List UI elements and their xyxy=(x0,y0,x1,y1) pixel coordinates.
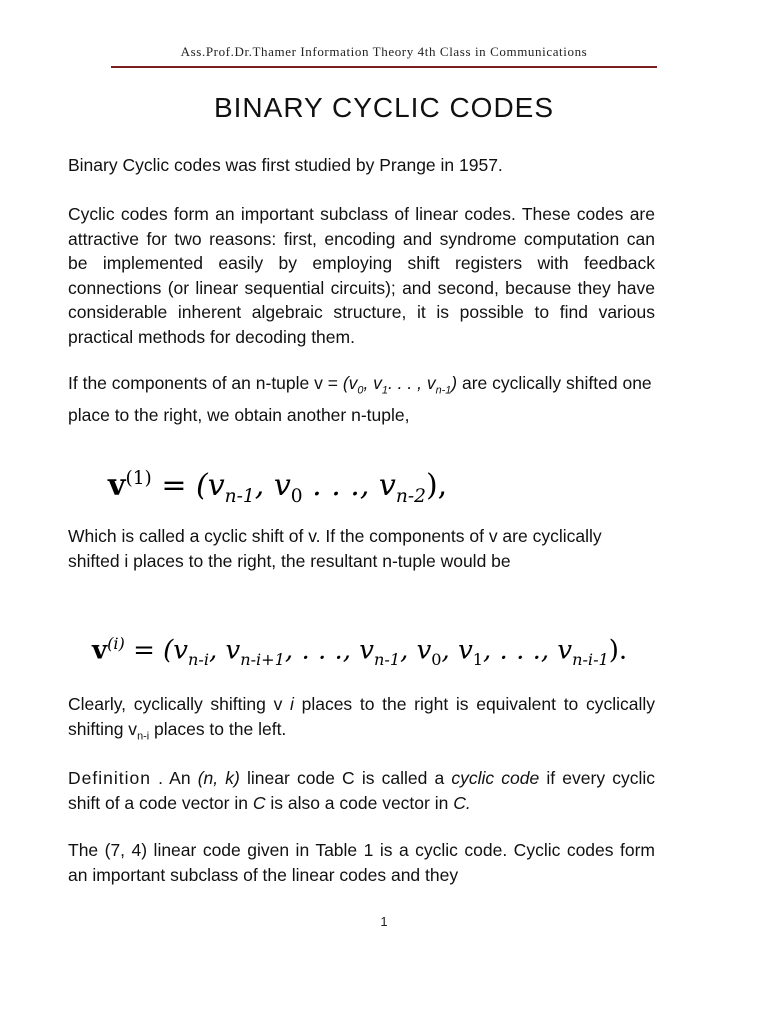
def-cyclic-code: cyclic code xyxy=(451,768,540,788)
eq2-s2: n-i+1 xyxy=(240,649,285,669)
definition-label: Definition xyxy=(68,768,151,788)
components-text-a: If the components of an n-tuple v = xyxy=(68,373,343,393)
eq1-rest: = (v xyxy=(151,468,225,503)
eq2-m2: , . . ., v xyxy=(284,635,374,666)
eq2-rest: = (v xyxy=(124,635,188,666)
eq1-s3: n-2 xyxy=(395,486,426,507)
equation-cyclic-shift-i xyxy=(92,634,627,669)
tuple-mid-2: . . . , v xyxy=(387,373,436,393)
eq1-m2: . . ., v xyxy=(302,468,396,503)
cyclic-shift-paragraph: Which is called a cyclic shift of v. If the components of v are cyclically shifted i places to the right, the resultant n-tuple would be xyxy=(68,526,602,571)
components-text-e: are cyclically shifted one place to the right, we obtain another n-tuple, xyxy=(68,373,652,425)
eq2-m3: , v xyxy=(400,635,432,666)
running-header: Ass.Prof.Dr.Thamer Information Theory 4th Class in Communications xyxy=(180,44,588,59)
sub-1: 1 xyxy=(381,384,388,397)
eq2-m4: , v xyxy=(441,635,473,666)
def-d: is also a code vector in xyxy=(265,792,454,813)
eq2-s1: n-i xyxy=(188,649,209,669)
sub-n-1: n-1 xyxy=(435,384,452,397)
eq2-end: ). xyxy=(608,635,628,666)
eq1-s2: 0 xyxy=(290,486,303,507)
eq2-m5: , . . ., v xyxy=(483,635,573,666)
tuple-mid-1: , v xyxy=(363,373,382,393)
eq2-s3: n-1 xyxy=(374,649,401,669)
eq2-lhs: v xyxy=(92,635,108,666)
page-number: 1 xyxy=(380,914,388,929)
sub-0: 0 xyxy=(357,384,364,397)
eq2-sup: (i) xyxy=(107,634,125,653)
clearly-b: places to the right is equivalent to cyclically shifting v xyxy=(68,694,656,739)
clearly-i: i xyxy=(290,694,294,714)
def-C1: C xyxy=(252,792,266,813)
page-title: BINARY CYCLIC CODES xyxy=(213,92,555,123)
eq2-s4: 0 xyxy=(431,649,442,669)
eq1-m1: , v xyxy=(254,468,291,503)
eq1-s1: n-1 xyxy=(224,486,255,507)
eq2-m1: , v xyxy=(208,635,241,666)
components-paragraph xyxy=(68,371,655,428)
components-tuple xyxy=(342,373,458,397)
def-c: if every cyclic shift of a code vector in xyxy=(68,768,656,813)
clearly-c: places to the left. xyxy=(149,718,287,739)
definition-paragraph xyxy=(68,766,655,815)
intro-paragraph: Binary Cyclic codes was first studied by Prange in 1957. xyxy=(68,155,503,175)
clearly-a: Clearly, cyclically shifting v xyxy=(68,694,291,714)
clearly-sub: n-i xyxy=(137,730,150,742)
table-paragraph: The (7, 4) linear code given in Table 1 is a cyclic code. Cyclic codes form an important subclass of the linear codes and they xyxy=(68,840,655,885)
eq2-s6: n-i-1 xyxy=(572,649,609,669)
tuple-close: ) xyxy=(451,373,458,393)
eq2-s5: 1 xyxy=(472,649,484,669)
equation-cyclic-shift-1 xyxy=(108,468,447,507)
clearly-paragraph xyxy=(68,692,655,749)
eq1-sup: (1) xyxy=(125,468,152,489)
eq1-lhs: v xyxy=(108,468,126,503)
def-a: . An xyxy=(150,768,198,788)
def-nk: (n, k) xyxy=(197,768,240,788)
header-rule xyxy=(111,66,657,68)
tuple-open: (v xyxy=(342,373,358,393)
def-C2: C. xyxy=(453,792,471,813)
eq1-end: ), xyxy=(425,468,448,503)
subclass-paragraph: Cyclic codes form an important subclass of linear codes. These codes are attractive for two reasons: first, encoding and syndrome computation can be implemented easily by employing shift registers with feedback connections (or linear sequential circuits); and second, because they have considerable inherent algebraic structure, it is possible to find various practical methods for decoding them. xyxy=(68,204,655,347)
def-b: linear code C is called a xyxy=(239,768,452,788)
